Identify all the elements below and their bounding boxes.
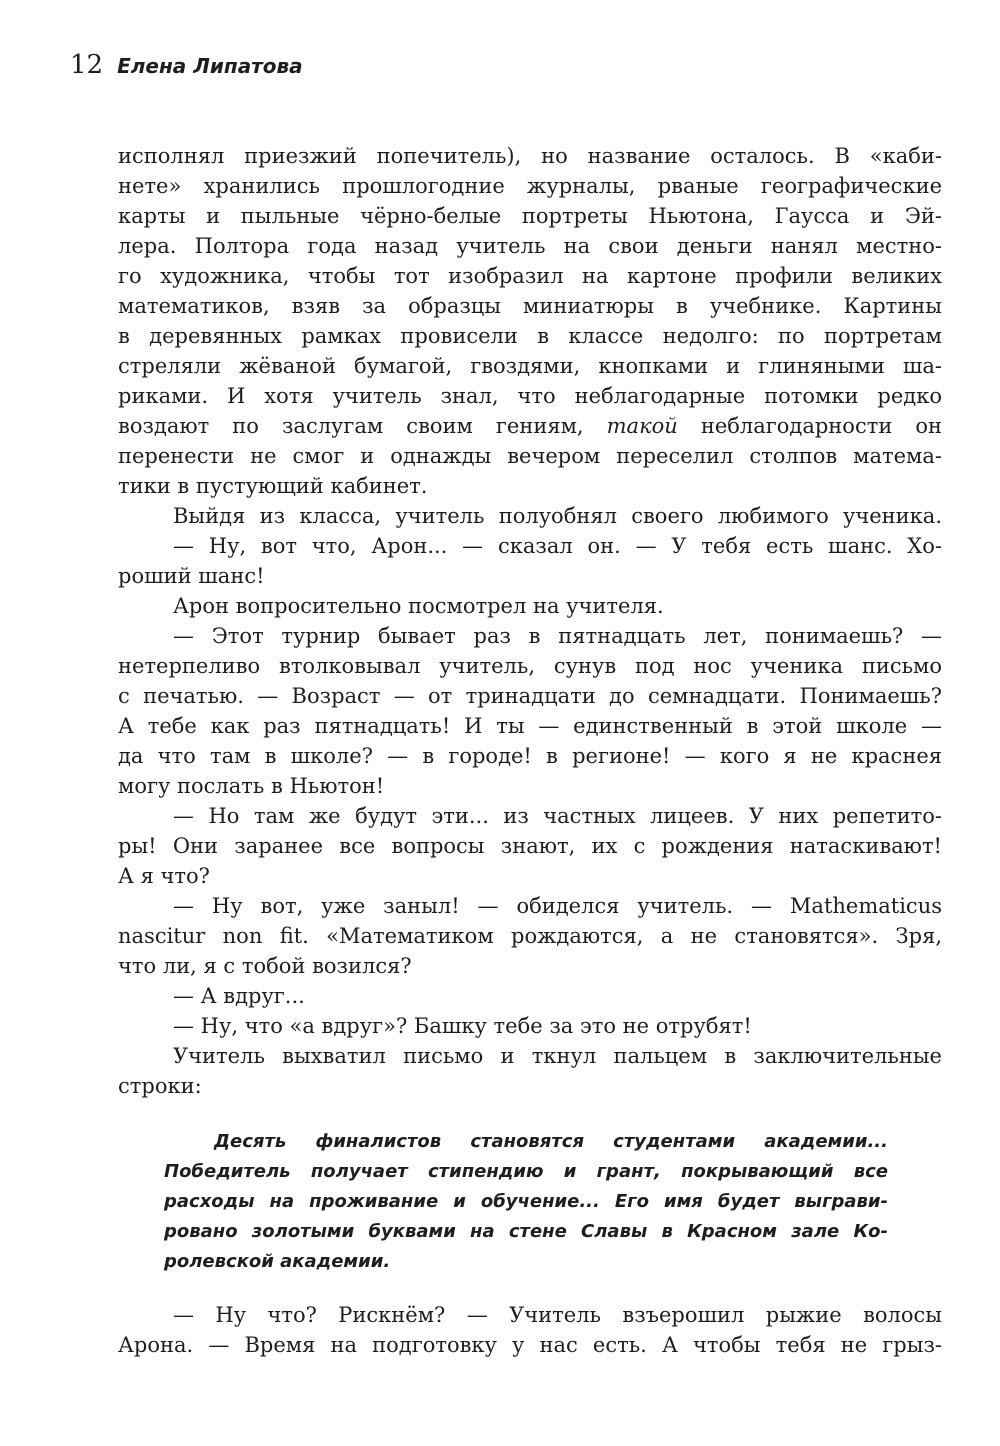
quote-line: ровано золотыми буквами на стене Славы в Красном зале Ко- (164, 1221, 888, 1242)
text-line: нете» хранились прошлогодние журналы, рваные географические (118, 174, 942, 198)
text-line: — Ну вот, уже заныл! — обиделся учитель. — Mathematicus (173, 894, 942, 918)
quote-line: Победитель получает стипендию и грант, покрывающий все (164, 1161, 888, 1182)
text-line: роший шанс! (118, 564, 265, 588)
running-head-author: Елена Липатова (117, 54, 303, 78)
quote-line: ролевской академии. (164, 1251, 391, 1272)
text-line: ры! Они заранее все вопросы знают, их с рождения натаскивают! (118, 834, 942, 858)
text-line: Выйдя из класса, учитель полуобнял своего любимого ученика. (173, 504, 942, 528)
text-line: го художника, чтобы тот изобразил на картоне профили великих (118, 264, 942, 288)
page-number: 12 (70, 50, 104, 80)
text-line: Учитель выхватил письмо и ткнул пальцем в заключительные (173, 1044, 942, 1068)
text-line: лера. Полтора года назад учитель на свои деньги нанял местно- (118, 234, 942, 258)
continuation-text (118, 1300, 942, 1360)
text-line: риками. И хотя учитель знал, что неблагодарные потомки редко (118, 384, 942, 408)
text-line: в деревянных рамках провисели в классе недолго: по портретам (118, 324, 942, 348)
text-line: тики в пустующий кабинет. (118, 474, 428, 498)
text-line: исполнял приезжий попечитель), но название осталось. В «каби- (118, 144, 942, 168)
main-text (118, 141, 942, 1101)
text-line: Арона. — Время на подготовку у нас есть. А чтобы тебя не грыз- (118, 1333, 942, 1357)
text-line: — А вдруг... (173, 984, 305, 1008)
text-line: — Но там же будут эти... из частных лицеев. У них репетито- (173, 804, 942, 828)
text-segment: неблагодарности он (700, 414, 943, 438)
page-header (70, 50, 303, 90)
text-line: — Ну, вот что, Арон... — сказал он. — У тебя есть шанс. Хо- (173, 534, 942, 558)
text-line: nascitur non fit. «Математиком рождаются, а не становятся». Зря, (118, 924, 942, 948)
quote-line: расходы на проживание и обучение... Его имя будет выграви- (164, 1191, 888, 1212)
text-line: строки: (118, 1074, 202, 1098)
text-line: могу послать в Ньютон! (118, 774, 385, 798)
quote-line: Десять финалистов становятся студентами академии... (214, 1131, 888, 1152)
text-line: — Ну что? Рискнём? — Учитель взъерошил рыжие волосы (173, 1303, 942, 1327)
text-line: да что там в школе? — в городе! в регионе! — кого я не краснея (118, 744, 942, 768)
text-line: с печатью. — Возраст — от тринадцати до семнадцати. Понимаешь? (118, 684, 942, 708)
text-line: математиков, взяв за образцы миниатюры в учебнике. Картины (118, 294, 942, 318)
text-line: нетерпеливо втолковывал учитель, сунув под нос ученика письмо (118, 654, 942, 678)
text-line: — Этот турнир бывает раз в пятнадцать лет, понимаешь? — (173, 624, 942, 648)
text-line: А я что? (118, 864, 210, 888)
letter-quote (164, 1127, 888, 1277)
text-line: перенести не смог и однажды вечером переселил столпов матема- (118, 444, 942, 468)
text-line: карты и пыльные чёрно-белые портреты Ньютона, Гаусса и Эй- (118, 204, 942, 228)
text-line: — Ну, что «а вдруг»? Башку тебе за это не отрубят! (173, 1014, 752, 1038)
text-line: А тебе как раз пятнадцать! И ты — единственный в этой школе — (118, 714, 942, 738)
text-segment: воздают по заслугам своим гениям, (118, 414, 584, 438)
text-line: стреляли жёваной бумагой, гвоздями, кнопками и глиняными ша- (118, 354, 942, 378)
text-line: Арон вопросительно посмотрел на учителя. (173, 594, 664, 618)
emphasized-word: такой (606, 414, 678, 438)
text-line: что ли, я с тобой возился? (118, 954, 412, 978)
text-line-with-emphasis (118, 411, 942, 441)
